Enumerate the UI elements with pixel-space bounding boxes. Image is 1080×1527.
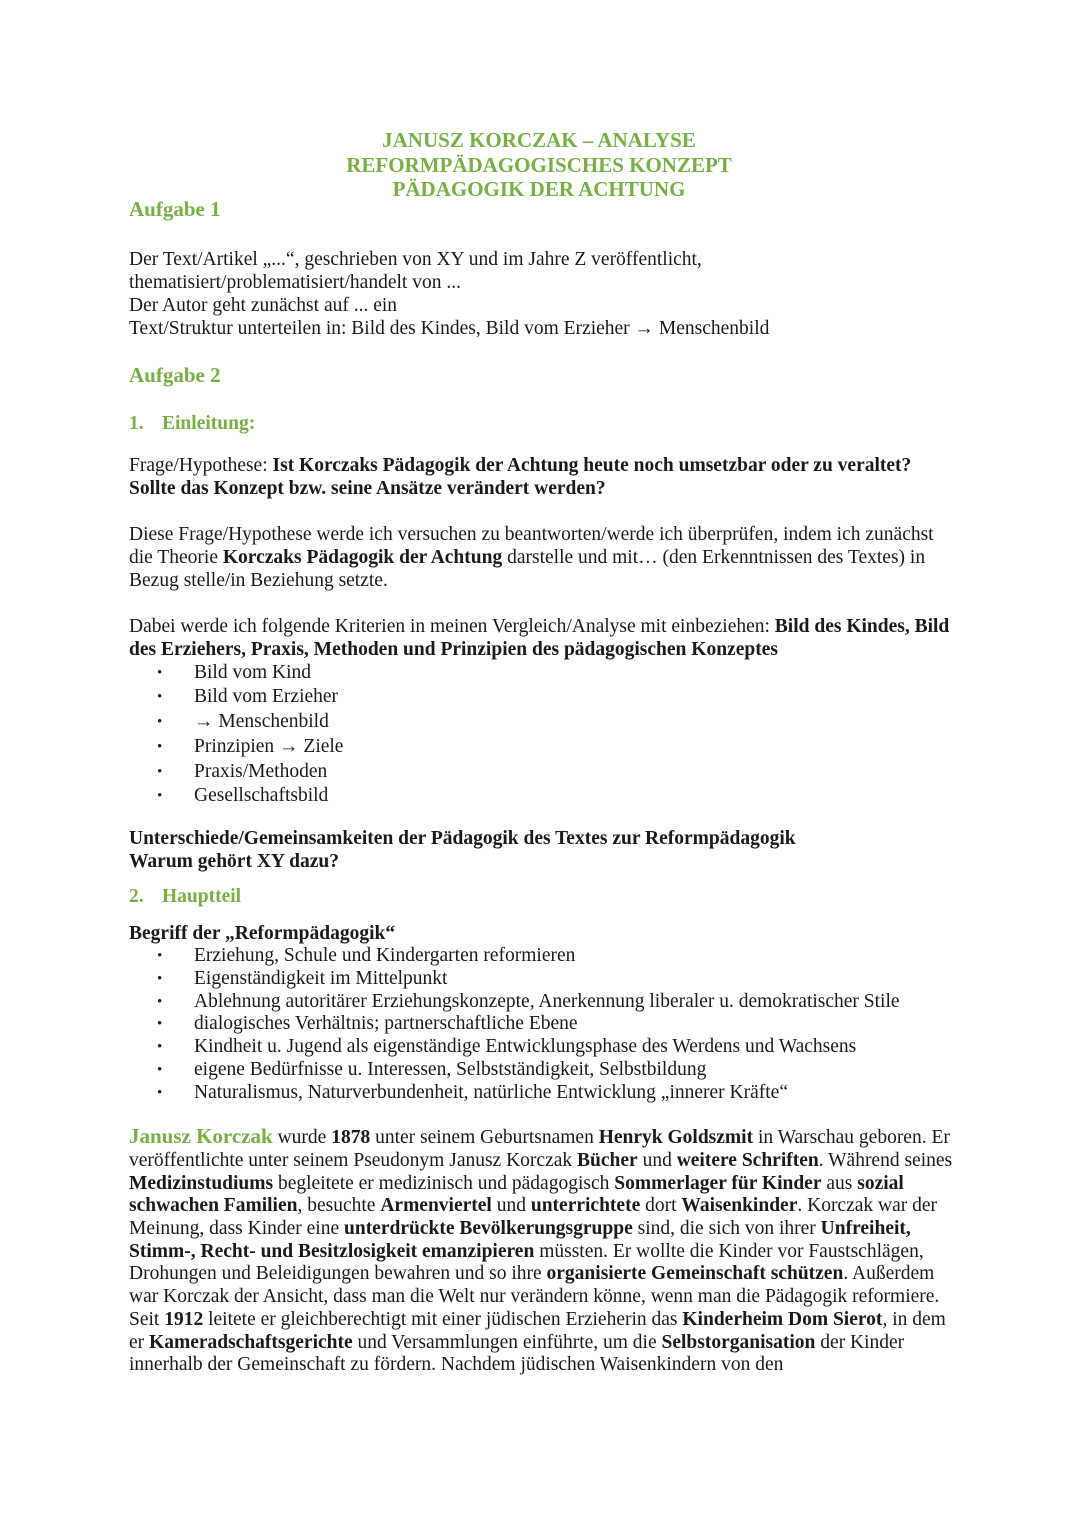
bio-text: in Warschau geboren. Er veröffentlichte unter seinem Pseudonym Janusz Korczak [129,1127,950,1171]
bio-emphasis: unterrichtete [530,1195,641,1217]
bio-text: leitete er gleichberechtigt mit einer jüdischen Erzieherin das [203,1308,683,1330]
bio-emphasis: 1878 [331,1127,371,1149]
list-item: • Eigenständigkeit im Mittelpunkt [129,968,959,991]
einleitung-emphasis: Korczaks Pädagogik der Achtung [222,546,503,568]
einleitung-paragraph [129,523,959,592]
bio-emphasis: Selbstorganisation [661,1331,816,1353]
begriff-heading: Begriff der „Reformpädagogik“ [129,923,396,945]
bio-emphasis: Waisenkinder [681,1195,798,1217]
aufgabe-1-line: Text/Struktur unterteilen in: Bild des Kindes, Bild vom Erzieher → Menschenbild [129,317,770,339]
document-page [129,128,959,1377]
bio-text: . Außerdem war Korczak der Ansicht, dass man die Welt nur verändern könne, wenn man die Pädagogik reformiere. [129,1263,940,1308]
list-item: • Gesellschaftsbild [129,784,959,809]
einleitung-number: 1. [129,412,144,434]
kriterien-intro: Dabei werde ich folgende Kriterien in meinen Vergleich/Analyse mit einbeziehen: [129,615,775,637]
hypothese-question: Ist Korczaks Pädagogik der Achtung heute noch umsetzbar oder zu veraltet? Sollte das Konzept bzw. seine Ansätze verändert werden? [129,454,912,499]
bio-text: dort [640,1195,682,1217]
list-item: • → Menschenbild [129,710,959,735]
bio-text: müssten. Er wollte die Kinder vor Faustschlägen, Drohungen und Beleidigungen bewahren und so ihre [129,1240,924,1285]
einleitung-heading [129,412,959,436]
bio-text: . Korczak war der Meinung, dass Kinder eine [129,1195,938,1240]
bio-emphasis: Bücher [577,1149,638,1171]
aufgabe-1-line: Der Autor geht zunächst auf ... ein [129,294,398,316]
bio-text: aus [821,1172,858,1194]
bio-text: und [637,1149,677,1171]
hauptteil-number: 2. [129,886,144,908]
bio-emphasis: weitere Schriften [676,1149,819,1171]
bio-emphasis: unterdrückte Bevölkerungsgruppe [344,1218,633,1240]
bio-text: wurde [272,1127,332,1149]
list-item: • Prinzipien → Ziele [129,735,959,760]
vergleich-line: Unterschiede/Gemeinsamkeiten der Pädagogik des Textes zur Reformpädagogik [129,828,796,850]
aufgabe-1-text [129,248,959,340]
bio-text: und [491,1195,531,1217]
einleitung-text: Diese Frage/Hypothese werde ich versuchen zu beantworten/werde ich überprüfen, indem ich zunächst die Theorie [129,523,934,568]
hypothese-label: Frage/Hypothese: [129,454,273,476]
aufgabe-1-line: Der Text/Artikel „...“, geschrieben von XY und im Jahre Z veröffentlicht, [129,248,702,270]
bio-emphasis: Armenviertel [380,1195,492,1217]
list-item: • Naturalismus, Naturverbundenheit, natürliche Entwicklung „innerer Kräfte“ [129,1082,959,1105]
title-line-3: PÄDAGOGIK DER ACHTUNG [392,177,686,201]
list-item: • Bild vom Erzieher [129,685,959,710]
list-item: • Ablehnung autoritärer Erziehungskonzepte, Anerkennung liberaler u. demokratischer Stile [129,991,959,1014]
bio-text: begleitete er medizinisch und pädagogisch [273,1172,615,1194]
bio-emphasis: 1912 [164,1308,204,1330]
bio-text: und Versammlungen einführte, um die [352,1331,662,1353]
list-item: • eigene Bedürfnisse u. Interessen, Selbstständigkeit, Selbstbildung [129,1059,959,1082]
list-item: • Erziehung, Schule und Kindergarten reformieren [129,945,959,968]
bio-text: Seit [129,1308,165,1330]
hypothese-paragraph [129,454,959,500]
document-title [129,128,949,202]
bio-emphasis: Kinderheim Dom Sierot [682,1308,883,1330]
bio-emphasis: Medizinstudiums [129,1172,274,1194]
bio-text: , in dem er [129,1308,946,1353]
bio-text: der Kinder innerhalb der Gemeinschaft zu fördern. Nachdem jüdischen Waisenkindern von den [129,1331,905,1376]
bio-emphasis: organisierte Gemeinschaft schützen [546,1263,844,1285]
bio-text: . Während seines [818,1149,953,1171]
list-item: • dialogisches Verhältnis; partnerschaftliche Ebene [129,1013,959,1036]
bio-text: sind, die sich von ihrer [632,1218,821,1240]
title-line-1: JANUSZ KORCZAK – ANALYSE [382,128,696,152]
kriterien-paragraph [129,615,959,661]
title-line-2: REFORMPÄDAGOGISCHES KONZEPT [346,152,732,177]
aufgabe-1-line: thematisiert/problematisiert/handelt von ... [129,271,461,293]
begriff-list [129,945,959,1104]
kriterien-emphasis: Bild des Kindes, Bild des Erziehers, Praxis, Methoden und Prinzipien des pädagogischen Konzeptes [129,615,950,660]
list-item: • Bild vom Kind [129,661,959,686]
vergleich-line: Warum gehört XY dazu? [129,851,339,873]
bio-text: , besuchte [297,1195,381,1217]
bio-emphasis: Kameradschaftsgerichte [149,1331,353,1353]
list-item: • Praxis/Methoden [129,760,959,785]
bio-text: unter seinem Geburtsnamen [370,1127,599,1149]
vergleich-questions [129,827,959,873]
einleitung-title: Einleitung: [162,412,256,434]
hauptteil-title: Hauptteil [162,886,242,908]
bio-emphasis: Unfreiheit, Stimm-, Recht- und Besitzlosigkeit emanzipieren [129,1218,911,1262]
bio-name-highlight: Janusz Korczak [129,1124,273,1149]
aufgabe-1-heading: Aufgabe 1 [129,196,221,221]
bio-emphasis: Sommerlager für Kinder [614,1172,822,1194]
einleitung-text: darstelle und mit… (den Erkenntnissen des Textes) in Bezug stelle/in Beziehung setzte. [129,546,926,591]
criteria-list [129,661,959,810]
biography-paragraph [129,1125,959,1377]
list-item: • Kindheit u. Jugend als eigenständige Entwicklungsphase des Werdens und Wachsens [129,1036,959,1059]
bio-emphasis: Henryk Goldszmit [598,1127,754,1149]
aufgabe-2-heading: Aufgabe 2 [129,362,221,387]
hauptteil-heading [129,885,959,909]
bio-emphasis: sozial schwachen Familien [129,1172,904,1217]
